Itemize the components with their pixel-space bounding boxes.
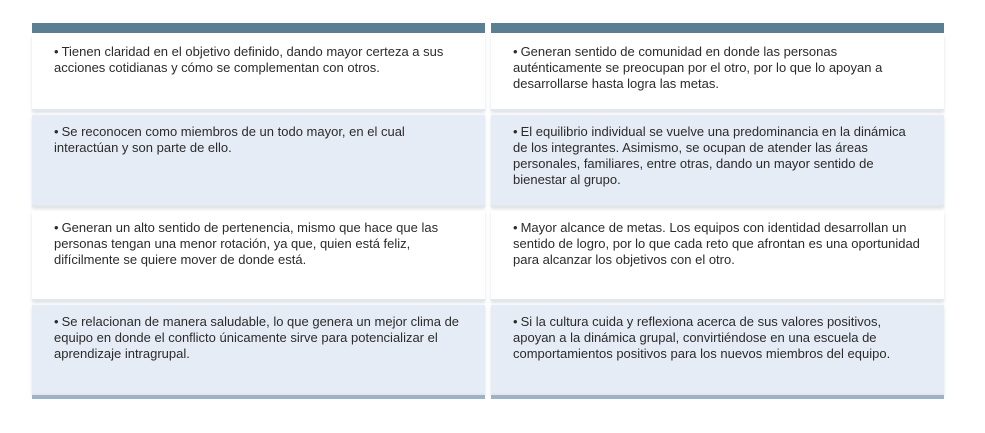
table-cell-r4-left [32, 305, 485, 395]
table-footer-right [491, 395, 944, 399]
bullet-marker: • [513, 44, 518, 59]
cell-text: Se reconocen como miembros de un todo mayor, en el cual interactúan y son parte de ello. [54, 124, 405, 155]
table-cell-r3-left [32, 211, 485, 301]
cell-text: Generan sentido de comunidad en donde las personas auténticamente se preocupan por el otro, por lo que lo apoyan a desarrollarse hasta logra las metas. [513, 44, 883, 91]
table-cell-r1-right [491, 35, 944, 111]
table-cell-r4-right [491, 305, 944, 395]
bullet-marker: • [54, 220, 59, 235]
cell-text: Se relacionan de manera saludable, lo que genera un mejor clima de equipo en donde el conflicto únicamente sirve para potencializar el aprendizaje intragrupal. [54, 314, 460, 361]
table-header-left [32, 23, 485, 33]
bullet-marker: • [513, 314, 518, 329]
cell-text: El equilibrio individual se vuelve una predominancia en la dinámica de los integrantes. Asimismo, se ocupan de atender las áreas personales, familiares, entre otras, dando un mayor sentido de bienestar al grupo. [513, 124, 906, 187]
table-footer-left [32, 395, 485, 399]
table-cell-r2-left [32, 115, 485, 207]
bullet-marker: • [54, 124, 59, 139]
bullet-marker: • [54, 44, 59, 59]
cell-text: Mayor alcance de metas. Los equipos con identidad desarrollan un sentido de logro, por lo que cada reto que afrontan es una oportunidad para alcanzar los objetivos con el otro. [513, 220, 920, 267]
cell-text: Generan un alto sentido de pertenencia, mismo que hace que las personas tengan una menor rotación, ya que, quien está feliz, difícilmente se quiere mover de donde está. [54, 220, 439, 267]
table-cell-r3-right [491, 211, 944, 301]
cell-text: Si la cultura cuida y reflexiona acerca de sus valores positivos, apoyan a la dinámica grupal, convirtiéndose en una escuela de comportamientos positivos para los nuevos miembros del equipo. [513, 314, 891, 361]
bullet-marker: • [54, 314, 59, 329]
comparison-table [32, 23, 944, 399]
table-cell-r1-left [32, 35, 485, 111]
table-cell-r2-right [491, 115, 944, 207]
table-header-right [491, 23, 944, 33]
bullet-marker: • [513, 124, 518, 139]
bullet-marker: • [513, 220, 518, 235]
cell-text: Tienen claridad en el objetivo definido, dando mayor certeza a sus acciones cotidianas y cómo se complementan con otros. [54, 44, 444, 75]
